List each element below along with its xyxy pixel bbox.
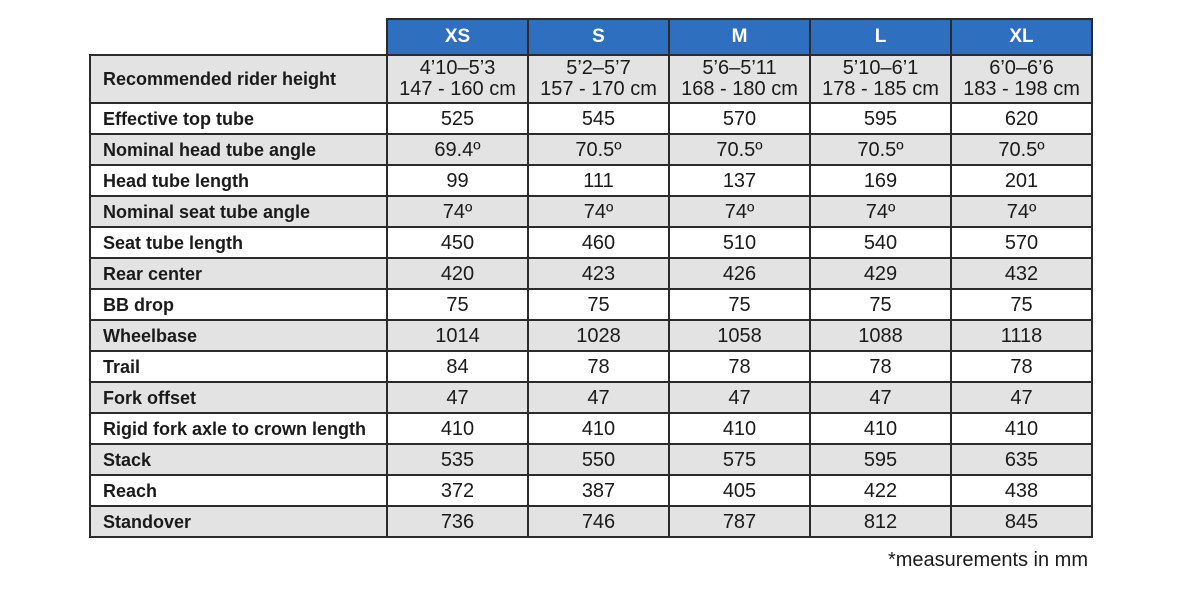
table-cell: 111	[528, 165, 669, 196]
table-cell: 69.4º	[387, 134, 528, 165]
table-cell: 372	[387, 475, 528, 506]
table-cell: 47	[528, 382, 669, 413]
table-cell: 75	[528, 289, 669, 320]
table-cell: 410	[951, 413, 1092, 444]
row-label: Rear center	[90, 258, 387, 289]
table-cell: 510	[669, 227, 810, 258]
row-label: Effective top tube	[90, 103, 387, 134]
row-label: Seat tube length	[90, 227, 387, 258]
table-cell: 410	[528, 413, 669, 444]
table-row	[90, 196, 1092, 227]
row-label: Stack	[90, 444, 387, 475]
table-cell: 74º	[810, 196, 951, 227]
row-label: BB drop	[90, 289, 387, 320]
row-label: Nominal seat tube angle	[90, 196, 387, 227]
table-cell: 1014	[387, 320, 528, 351]
cell-height-metric: 178 - 185 cm	[822, 78, 939, 100]
row-label: Head tube length	[90, 165, 387, 196]
table-cell: 47	[387, 382, 528, 413]
table-cell: 47	[810, 382, 951, 413]
table-row	[90, 258, 1092, 289]
table-cell: 78	[669, 351, 810, 382]
table-cell: 405	[669, 475, 810, 506]
table-row	[90, 444, 1092, 475]
cell-height-imperial: 5’10–6’1	[842, 57, 919, 79]
table-cell: 47	[951, 382, 1092, 413]
table-cell: 75	[951, 289, 1092, 320]
cell-height-metric: 147 - 160 cm	[399, 78, 516, 100]
row-label: Rigid fork axle to crown length	[90, 413, 387, 444]
table-cell: 736	[387, 506, 528, 537]
table-cell: 70.5º	[528, 134, 669, 165]
table-cell: 525	[387, 103, 528, 134]
table-cell	[387, 55, 528, 103]
size-header-l: L	[810, 19, 951, 55]
cell-height-metric: 168 - 180 cm	[681, 78, 798, 100]
table-cell: 74º	[669, 196, 810, 227]
table-row	[90, 475, 1092, 506]
table-cell: 70.5º	[669, 134, 810, 165]
table-cell: 460	[528, 227, 669, 258]
table-cell: 410	[387, 413, 528, 444]
table-cell: 575	[669, 444, 810, 475]
row-label: Fork offset	[90, 382, 387, 413]
table-cell: 47	[669, 382, 810, 413]
table-cell	[810, 55, 951, 103]
table-cell	[951, 55, 1092, 103]
size-header-xl: XL	[951, 19, 1092, 55]
table-cell: 75	[810, 289, 951, 320]
table-row	[90, 227, 1092, 258]
table-row	[90, 382, 1092, 413]
size-header-xs: XS	[387, 19, 528, 55]
table-cell: 845	[951, 506, 1092, 537]
table-cell: 70.5º	[810, 134, 951, 165]
row-label: Standover	[90, 506, 387, 537]
table-cell: 420	[387, 258, 528, 289]
table-cell: 423	[528, 258, 669, 289]
table-cell: 169	[810, 165, 951, 196]
table-cell: 387	[528, 475, 669, 506]
table-row	[90, 413, 1092, 444]
table-cell: 75	[669, 289, 810, 320]
table-cell: 812	[810, 506, 951, 537]
cell-height-metric: 183 - 198 cm	[963, 78, 1080, 100]
size-header-s: S	[528, 19, 669, 55]
row-label: Recommended rider height	[90, 55, 387, 103]
geometry-table	[89, 18, 1093, 538]
table-cell: 1058	[669, 320, 810, 351]
cell-height-imperial: 5’6–5’11	[702, 57, 777, 79]
cell-height-imperial: 5’2–5’7	[566, 57, 631, 79]
table-cell: 422	[810, 475, 951, 506]
table-cell: 75	[387, 289, 528, 320]
table-cell: 410	[669, 413, 810, 444]
table-cell: 570	[669, 103, 810, 134]
table-cell: 1028	[528, 320, 669, 351]
table-cell: 426	[669, 258, 810, 289]
cell-height-metric: 157 - 170 cm	[540, 78, 657, 100]
table-cell: 201	[951, 165, 1092, 196]
table-cell: 570	[951, 227, 1092, 258]
table-cell: 74º	[387, 196, 528, 227]
table-cell: 78	[951, 351, 1092, 382]
table-cell: 635	[951, 444, 1092, 475]
table-cell	[669, 55, 810, 103]
table-cell: 74º	[528, 196, 669, 227]
table-cell: 432	[951, 258, 1092, 289]
table-cell	[528, 55, 669, 103]
measurement-footnote: *measurements in mm	[887, 549, 1088, 571]
table-cell: 535	[387, 444, 528, 475]
table-row	[90, 103, 1092, 134]
table-cell: 1088	[810, 320, 951, 351]
table-cell: 620	[951, 103, 1092, 134]
table-cell: 746	[528, 506, 669, 537]
header-row	[90, 19, 1092, 55]
table-cell: 429	[810, 258, 951, 289]
table-row	[90, 165, 1092, 196]
table-row	[90, 320, 1092, 351]
table-row	[90, 506, 1092, 537]
table-cell: 137	[669, 165, 810, 196]
cell-height-imperial: 4’10–5’3	[419, 57, 496, 79]
row-label: Trail	[90, 351, 387, 382]
row-label: Nominal head tube angle	[90, 134, 387, 165]
cell-height-imperial: 6’0–6’6	[989, 57, 1054, 79]
table-cell: 438	[951, 475, 1092, 506]
table-cell: 78	[528, 351, 669, 382]
table-cell: 545	[528, 103, 669, 134]
row-label: Wheelbase	[90, 320, 387, 351]
table-cell: 595	[810, 103, 951, 134]
table-cell: 1118	[951, 320, 1092, 351]
table-cell: 595	[810, 444, 951, 475]
table-cell: 99	[387, 165, 528, 196]
table-row	[90, 55, 1092, 103]
table-row	[90, 351, 1092, 382]
table-cell: 84	[387, 351, 528, 382]
table-cell: 450	[387, 227, 528, 258]
table-cell: 74º	[951, 196, 1092, 227]
size-header-m: M	[669, 19, 810, 55]
table-cell: 550	[528, 444, 669, 475]
table-cell: 410	[810, 413, 951, 444]
table-row	[90, 134, 1092, 165]
table-cell: 70.5º	[951, 134, 1092, 165]
table-cell: 540	[810, 227, 951, 258]
table-cell: 78	[810, 351, 951, 382]
table-row	[90, 289, 1092, 320]
table-cell: 787	[669, 506, 810, 537]
row-label: Reach	[90, 475, 387, 506]
header-corner	[90, 19, 387, 55]
